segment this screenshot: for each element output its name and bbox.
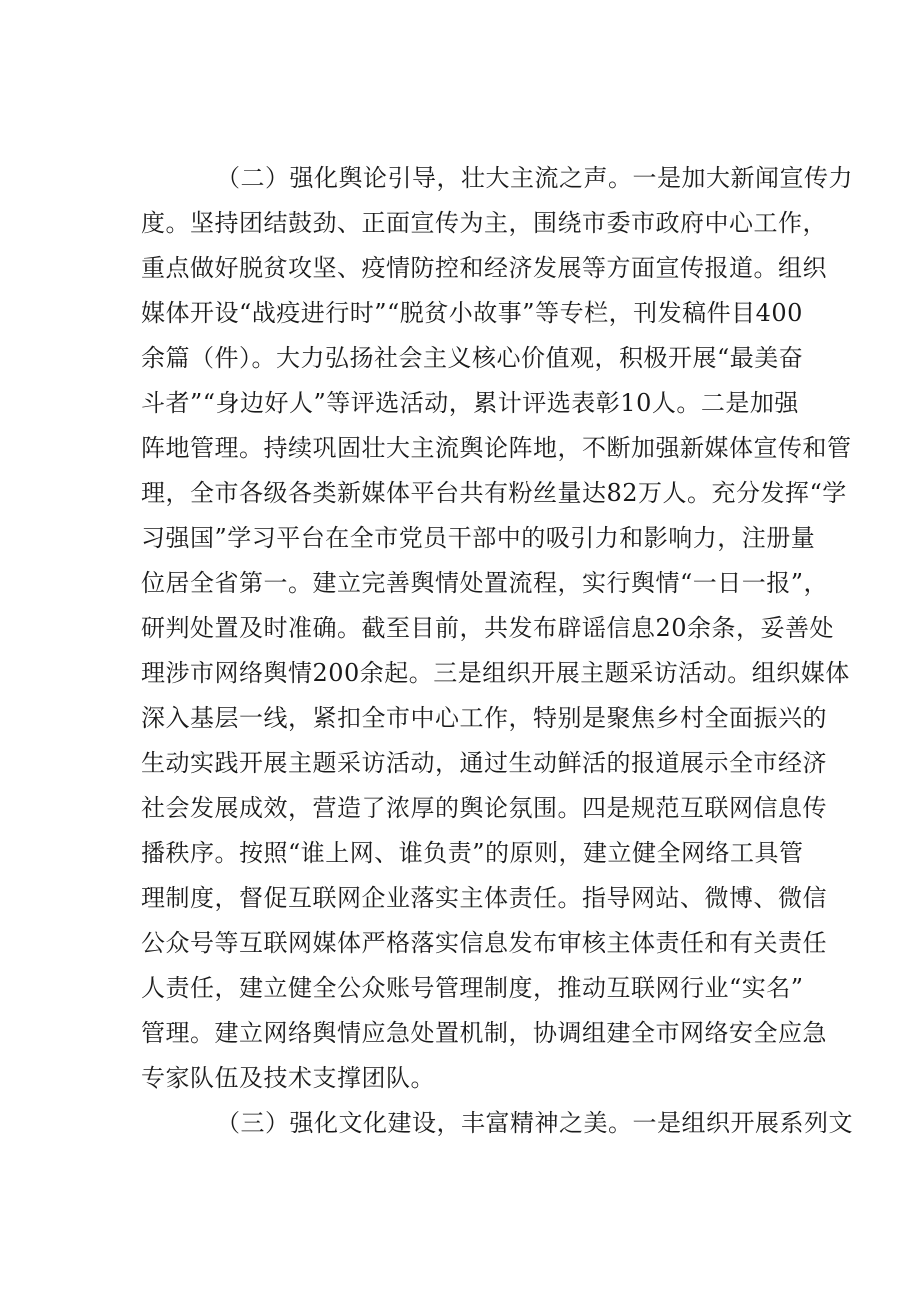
paragraph-1-line-11: 研判处置及时准确。截至目前，共发布辟谣信息20余条，妥善处 (141, 614, 835, 642)
paragraph-1-line-9: 习强国”学习平台在全市党员干部中的吸引力和影响力，注册量 (141, 524, 816, 552)
paragraph-1-line-14: 生动实践开展主题采访活动，通过生动鲜活的报道展示全市经济 (141, 749, 827, 777)
paragraph-1-line-13: 深入基层一线，紧扣全市中心工作，特别是聚焦乡村全面振兴的 (141, 704, 827, 732)
paragraph-1-line-19: 人责任，建立健全公众账号管理制度，推动互联网行业“实名” (141, 974, 804, 1002)
paragraph-1-line-4: 媒体开设“战疫进行时”“脱贫小故事”等专栏，刊发稿件目400 (141, 299, 803, 327)
paragraph-1-line-2: 度。坚持团结鼓劲、正面宣传为主，围绕市委市政府中心工作， (141, 209, 827, 237)
paragraph-1-line-6: 斗者”“身边好人”等评选活动，累计评选表彰10人。二是加强 (141, 389, 799, 417)
paragraph-1-line-15: 社会发展成效，营造了浓厚的舆论氛围。四是规范互联网信息传 (141, 794, 827, 822)
paragraph-1-line-12: 理涉市网络舆情200余起。三是组织开展主题采访活动。组织媒体 (141, 659, 850, 687)
paragraph-1-line-20: 管理。建立网络舆情应急处置机制，协调组建全市网络安全应急 (141, 1019, 827, 1047)
paragraph-1-line-21: 专家队伍及技术支撑团队。 (141, 1064, 435, 1092)
paragraph-1-line-1: （二）强化舆论引导，壮大主流之声。一是加大新闻宣传力 (216, 164, 853, 192)
paragraph-1-line-18: 公众号等互联网媒体严格落实信息发布审核主体责任和有关责任 (141, 929, 827, 957)
paragraph-1-line-5: 余篇（件）。大力弘扬社会主义核心价值观，积极开展“最美奋 (141, 344, 804, 372)
paragraph-1-line-17: 理制度，督促互联网企业落实主体责任。指导网站、微博、微信 (141, 884, 827, 912)
paragraph-2-line-1: （三）强化文化建设，丰富精神之美。一是组织开展系列文 (216, 1109, 853, 1137)
paragraph-1-line-10: 位居全省第一。建立完善舆情处置流程，实行舆情“一日一报”， (141, 569, 829, 597)
paragraph-1-line-8: 理，全市各级各类新媒体平台共有粉丝量达82万人。充分发挥“学 (141, 479, 847, 507)
paragraph-1-line-7: 阵地管理。持续巩固壮大主流舆论阵地，不断加强新媒体宣传和管 (141, 434, 852, 462)
paragraph-1-line-16: 播秩序。按照“谁上网、谁负责”的原则，建立健全网络工具管 (141, 839, 804, 867)
paragraph-1-line-3: 重点做好脱贫攻坚、疫情防控和经济发展等方面宣传报道。组织 (141, 254, 827, 282)
